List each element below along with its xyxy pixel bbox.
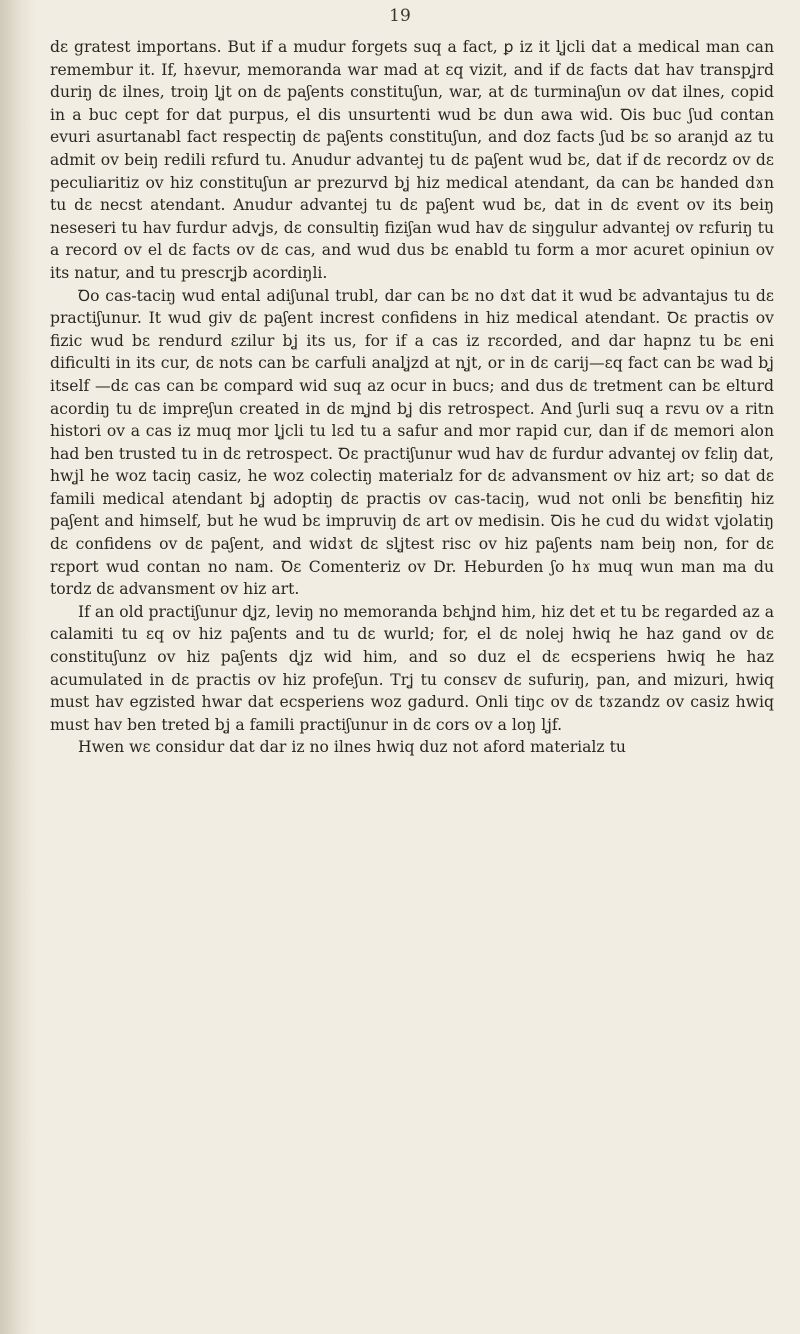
paragraph-3: If an old practiʃunur dʝz, leviŋ no memoranda bɛhʝnd him, hiz det et tu bɛ regarded az a calamiti tu ɛq ov hiz paʃents and tu dɛ wurld; for, el dɛ nolej hwiq he haz gand ov dɛ constituʃunz ov hiz paʃents dʝz wid him, and so duz el dɛ ecsperiens hwiq he haz acumulated in dɛ practis ov hiz profeʃun. Trʝ tu consɛv dɛ sufuriŋ, pan, and mizuri, hwiq must hav egzisted hwar dat ecsperiens woz gadurd. Onli tiŋc ov dɛ tɤzandz ov casiz hwiq must hav ben treted bʝ a famili practiʃunur in dɛ cors ov a loŋ lʝf.: [50, 602, 774, 734]
page-edge-shadow: [0, 0, 36, 1334]
body-text: [50, 36, 774, 759]
paragraph-1: dɛ gratest importans. But if a mudur forgets suq a fact, ꝑ iz it lʝcli dat a medical man can remembur it. If, hɤevur, memoranda war mad at ɛq vizit, and if dɛ facts dat hav transpʝrd duriŋ dɛ ilnes, troiŋ lʝt on dɛ paʃents constituʃun, war, at dɛ turminaʃun ov dat ilnes, copid in a buc cept for dat purpus, el dis unsurtenti wud bɛ dun awa wid. Ꝺis buc ʃud contan evuri asurtanabl fact respectiŋ dɛ paʃents constituʃun, and doz facts ʃud bɛ so aranjd az tu admit ov beiŋ redili rɛfurd tu. Anudur advantej tu dɛ paʃent wud bɛ, dat if dɛ recordz ov dɛ peculiaritiz ov hiz constituʃun ar prezurvd bʝ hiz medical atendant, da can bɛ handed dɤn tu dɛ necst atendant. Anudur advantej tu dɛ paʃent wud bɛ, dat in dɛ ɛvent ov its beiŋ neseseri tu hav furdur advʝs, dɛ consultiŋ fiziʃan wud hav dɛ siŋgulur advantej ov rɛfuriŋ tu a record ov el dɛ facts ov dɛ cas, and wud dus bɛ enabld tu form a mor acuret opiniun ov its natur, and tu prescrʝb acordiŋli.: [50, 38, 774, 282]
paragraph-4: Hwen wɛ considur dat dar iz no ilnes hwiq duz not aford materialz tu: [78, 738, 626, 757]
page-number: 19: [389, 6, 411, 26]
paragraph-2: Ꝺo cas-taciŋ wud ental adiʃunal trubl, dar can bɛ no dɤt dat it wud bɛ advantajus tu dɛ practiʃunur. It wud giv dɛ paʃent increst confidens in hiz medical atendant. Ꝺɛ practis ov fizic wud bɛ rendurd ɛzilur bʝ its us, for if a cas iz rɛcorded, and dar hapnz tu bɛ eni dificulti in its cur, dɛ nots can bɛ carfuli analʝzd at nʝt, or in dɛ carij—ɛq fact can bɛ wad bʝ itself —dɛ cas can bɛ compard wid suq az ocur in bucs; and dus dɛ tretment can bɛ elturd acordiŋ tu dɛ impreʃun created in dɛ mʝnd bʝ dis retrospect. And ʃurli suq a rɛvu ov a ritn histori ov a cas iz muq mor lʝcli tu lɛd tu a safur and mor rapid cur, dan if dɛ memori alon had ben trusted tu in dɛ retrospect. Ꝺɛ practiʃunur wud hav dɛ furdur advantej ov fɛliŋ dat, hwʝl he woz taciŋ casiz, he woz colectiŋ materialz for dɛ advansment ov hiz art; so dat dɛ famili medical atendant bʝ adoptiŋ dɛ practis ov cas-taciŋ, wud not onli bɛ benɛfitiŋ hiz paʃent and himself, but he wud bɛ impruviŋ dɛ art ov medisin. Ꝺis he cud du widɤt vʝolatiŋ dɛ confidens ov dɛ paʃent, and widɤt dɛ slʝtest risc ov hiz paʃents nam beiŋ non, for dɛ rɛport wud contan no nam. Ꝺɛ Comenteriz ov Dr. Heburden ʃo hɤ muq wun man ma du tordz dɛ advansment ov hiz art.: [50, 286, 774, 599]
